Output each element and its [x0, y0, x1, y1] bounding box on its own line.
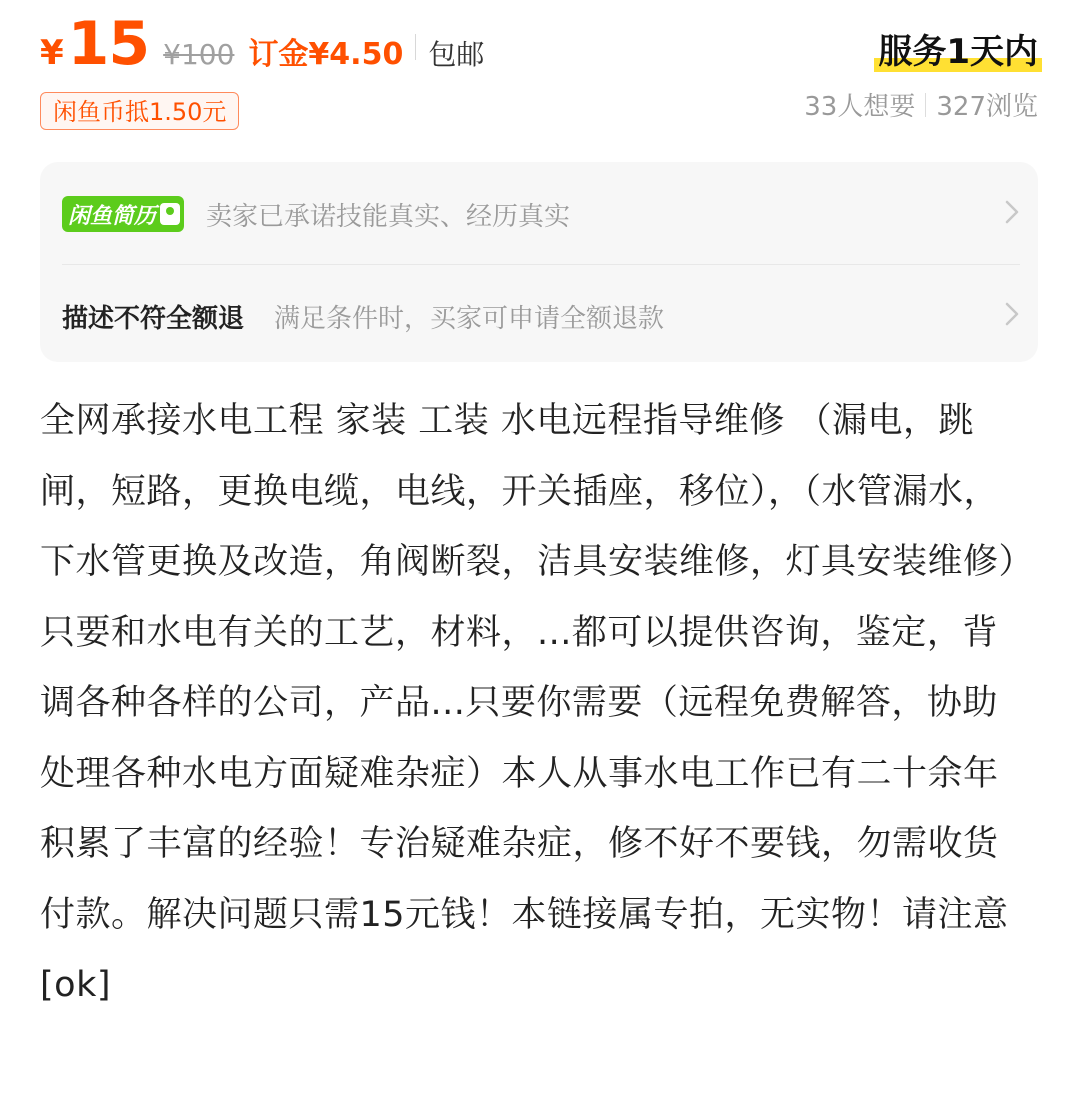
guarantee-card [40, 162, 1038, 362]
chevron-right-icon[interactable] [996, 195, 1020, 233]
refund-label: 描述不符全额退 [62, 303, 245, 334]
resume-row[interactable] [62, 164, 1020, 264]
chevron-right-icon[interactable] [996, 297, 1020, 335]
want-count: 33人想要 [804, 92, 916, 122]
refund-row[interactable] [62, 266, 1020, 366]
item-stats [804, 86, 1038, 123]
card-divider [62, 264, 1020, 265]
divider [925, 93, 926, 117]
original-price: ¥100 [163, 38, 235, 71]
service-label: 服务1天内 [878, 32, 1038, 72]
deposit-price: 订金¥4.50 [248, 37, 404, 72]
coin-discount-tag[interactable]: 闲鱼币抵1.50元 [40, 92, 239, 130]
resume-badge [62, 196, 184, 232]
resume-text: 卖家已承诺技能真实、经历真实 [206, 201, 571, 232]
current-price: 15 [67, 9, 150, 79]
resume-badge-label: 闲鱼简历 [68, 203, 157, 229]
currency-symbol: ¥ [40, 33, 64, 73]
resume-person-icon [160, 203, 180, 225]
refund-text: 满足条件时，买家可申请全额退款 [274, 303, 665, 334]
service-time [878, 28, 1038, 76]
price-row [40, 9, 485, 80]
item-description: 全网承接水电工程 家装 工装 水电远程指导维修 （漏电，跳闸，短路，更换电缆，电线，开关插座，移位），（水管漏水，下水管更换及改造，角阀断裂，洁具安装维修，灯具安装维修）只要和水电有关的工艺，材料，...都可以提供咨询，鉴定，背调各种各样的公司，产品...只要你需要（远程免费解答，协助处理各种水电方面疑难杂症）本人从事水电工作已有二十余年积累了丰富的经验！专治疑难杂症，修不好不要钱，勿需收货付款。解决问题只需15元钱！本链接属专拍，无实物！请注意[ok] [40, 401, 1017, 1005]
shipping-label: 包邮 [428, 38, 485, 71]
divider [415, 34, 416, 60]
view-count: 327浏览 [936, 92, 1038, 122]
